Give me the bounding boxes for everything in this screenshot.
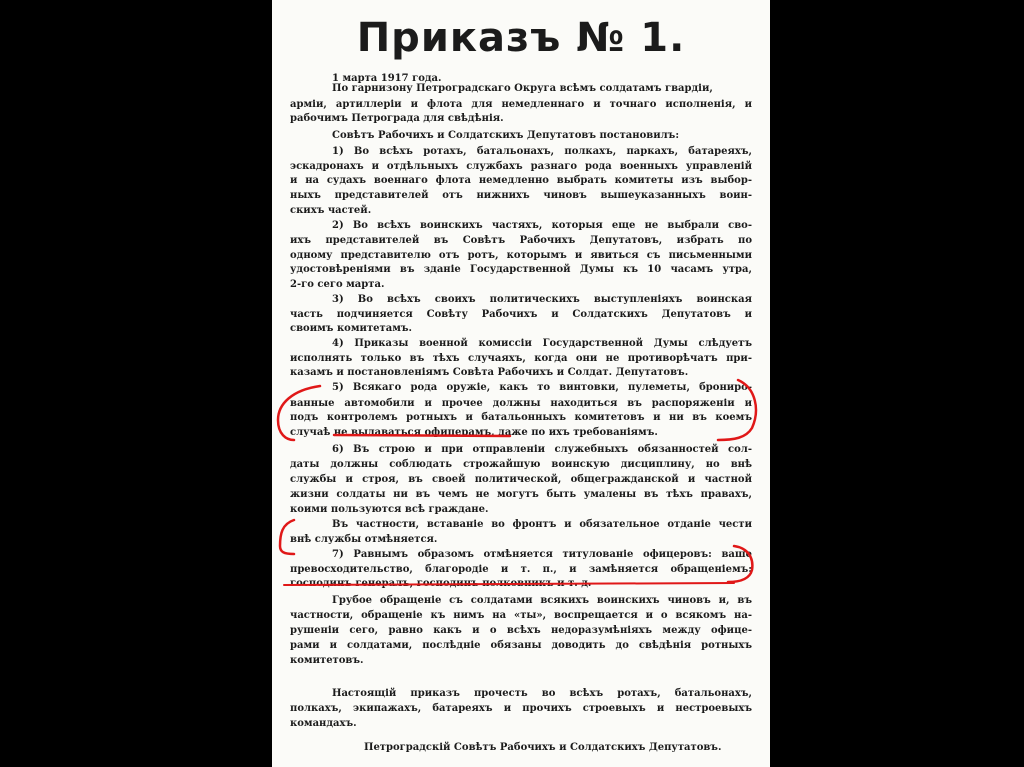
text-line: Въ частности, вставаніе во фронтъ и обязательное отданіе чести xyxy=(332,519,752,530)
text-line: эскадронахъ и отдѣльныхъ службахъ разнаго рода военныхъ управленій xyxy=(290,161,752,172)
text-line: исполнять только въ тѣхъ случаяхъ, когда они не противорѣчатъ при- xyxy=(290,353,752,364)
text-line: внѣ службы отмѣняется. xyxy=(290,534,438,545)
text-line: рами и солдатами, послѣдніе обязаны доводить до свѣдѣнія ротныхъ xyxy=(290,640,752,651)
text-line: 3) Во всѣхъ своихъ политическихъ выступленіяхъ воинская xyxy=(332,294,752,305)
text-line: подъ контролемъ ротныхъ и батальонныхъ комитетовъ и ни въ коемъ xyxy=(290,412,752,423)
text-line: 4) Приказы военной комиссіи Государственной Думы слѣдуетъ xyxy=(332,338,752,349)
text-line: рабочимъ Петрограда для свѣдѣнія. xyxy=(290,113,504,124)
text-line: и на судахъ военнаго флота немедленно выбрать комитеты изъ выбор- xyxy=(290,175,752,186)
text-line: одному представителю отъ ротъ, которымъ и явиться съ письменными xyxy=(290,250,752,261)
text-line: 2) Во всѣхъ воинскихъ частяхъ, которыя еще не выбрали сво- xyxy=(332,220,752,231)
text-line: даты должны соблюдать строжайшую воинскую дисциплину, но внѣ xyxy=(290,459,752,470)
text-line: частности, обращеніе къ нимъ на «ты», воспрещается и о всякомъ на- xyxy=(290,610,752,621)
text-line: рушеніи сего, равно какъ и о всѣхъ недоразумѣніяхъ между офице- xyxy=(290,625,752,636)
text-line: комитетовъ. xyxy=(290,655,364,666)
text-line: 1 марта 1917 года. xyxy=(332,73,442,84)
text-line: случаѣ не выдаваться офицерамъ, даже по ихъ требованіямъ. xyxy=(290,427,658,438)
text-line: службы и строя, въ своей политической, общегражданской и частной xyxy=(290,474,752,485)
text-line: своимъ комитетамъ. xyxy=(290,323,413,334)
text-line: коими пользуются всѣ граждане. xyxy=(290,504,489,515)
text-line: командахъ. xyxy=(290,718,357,729)
text-line: удостовѣреніями въ зданіе Государственной Думы къ 10 часамъ утра, xyxy=(290,264,752,275)
text-line: Грубое обращеніе съ солдатами всякихъ воинскихъ чиновъ и, въ xyxy=(332,595,752,606)
text-line: ванные автомобили и прочее должны находиться въ распоряженіи и xyxy=(290,398,752,409)
text-line: скихъ частей. xyxy=(290,205,372,216)
text-line: ихъ представителей въ Совѣтъ Рабочихъ Депутатовъ, избрать по xyxy=(290,235,752,246)
text-line: Петроградскій Совѣтъ Рабочихъ и Солдатскихъ Депутатовъ. xyxy=(364,742,722,753)
text-line: жизни солдаты ни въ чемъ не могутъ быть умалены въ тѣхъ правахъ, xyxy=(290,489,752,500)
text-line: полкахъ, экипажахъ, батареяхъ и прочихъ строевыхъ и нестроевыхъ xyxy=(290,703,752,714)
document-title: Приказъ № 1. xyxy=(356,15,686,61)
text-line: казамъ и постановленіямъ Совѣта Рабочихъ и Солдат. Депутатовъ. xyxy=(290,367,689,378)
text-line: Совѣтъ Рабочихъ и Солдатскихъ Депутатовъ постановилъ: xyxy=(332,130,680,141)
text-line: 5) Всякаго рода оружіе, какъ то винтовки, пулеметы, брониро- xyxy=(332,382,752,393)
text-line: часть подчиняется Совѣту Рабочихъ и Солдатскихъ Депутатовъ и xyxy=(290,309,752,320)
text-line: арміи, артиллеріи и флота для немедленнаго и точнаго исполненія, и xyxy=(290,99,752,110)
text-line: превосходительство, благородіе и т. п., и замѣняется обращеніемъ: xyxy=(290,564,752,575)
text-line: 7) Равнымъ образомъ отмѣняется титулованіе офицеровъ: ваше xyxy=(332,549,752,560)
text-line: господинъ генералъ, господинъ полковникъ и т. д. xyxy=(290,578,592,589)
document-page xyxy=(272,0,770,767)
text-line: 1) Во всѣхъ ротахъ, батальонахъ, полкахъ, паркахъ, батареяхъ, xyxy=(332,146,752,157)
text-line: По гарнизону Петроградскаго Округа всѣмъ солдатамъ гвардіи, xyxy=(332,83,713,94)
text-line: 6) Въ строю и при отправленіи служебныхъ обязанностей сол- xyxy=(332,444,752,455)
text-line: Настоящій приказъ прочесть во всѣхъ ротахъ, батальонахъ, xyxy=(332,688,752,699)
text-line: ныхъ представителей отъ нижнихъ чиновъ вышеуказанныхъ воин- xyxy=(290,190,752,201)
text-line: 2-го сего марта. xyxy=(290,279,385,290)
